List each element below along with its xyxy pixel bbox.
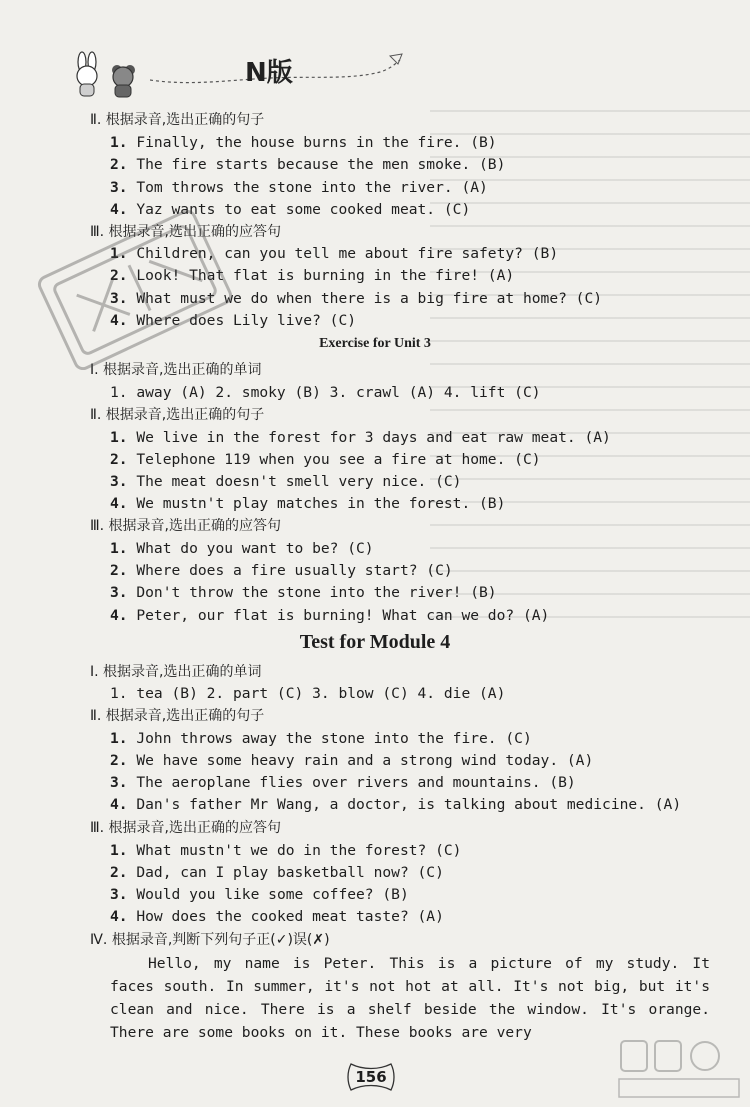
section-heading: Ⅳ. 根据录音,判断下列句子正(✓)误(✗) (90, 932, 330, 948)
section-heading: Ⅲ. 根据录音,选出正确的应答句 (90, 820, 282, 836)
test-title: Test for Module 4 (299, 631, 451, 653)
list-item: 4. Yaz wants to eat some cooked meat. (C) (110, 201, 471, 218)
list-item: 3. What must we do when there is a big fire at home? (C) (110, 290, 603, 307)
exercise-title: Exercise for Unit 3 (319, 336, 431, 351)
list-item: 2. Look! That flat is burning in the fire! (A) (110, 267, 515, 284)
section-heading: Ⅲ. 根据录音,选出正确的应答句 (90, 224, 282, 240)
stamp-watermark (20, 210, 250, 370)
bear-rabbit-mascot-icon (60, 48, 140, 100)
page-number: 156 (355, 1068, 387, 1086)
list-item: 4. Peter, our flat is burning! What can we do? (A) (110, 607, 550, 624)
list-item: 2. The fire starts because the men smoke. (B) (110, 156, 506, 173)
list-item: 3. The aeroplane flies over rivers and mountains. (B) (110, 774, 576, 791)
list-item: 4. How does the cooked meat taste? (A) (110, 908, 444, 925)
list-item: 3. The meat doesn't smell very nice. (C) (110, 473, 462, 490)
list-item: 3. Would you like some coffee? (B) (110, 886, 409, 903)
word-answers: 1. tea (B) 2. part (C) 3. blow (C) 4. die (A) (110, 685, 506, 702)
word-answers: 1. away (A) 2. smoky (B) 3. crawl (A) 4. lift (C) (110, 384, 541, 401)
list-item: 4. We mustn't play matches in the forest. (B) (110, 495, 506, 512)
list-item: 3. Tom throws the stone into the river. (A) (110, 179, 488, 196)
list-item: 1. What do you want to be? (C) (110, 540, 374, 557)
list-item: 1. What mustn't we do in the forest? (C) (110, 842, 462, 859)
section-heading: Ⅲ. 根据录音,选出正确的应答句 (90, 518, 282, 534)
list-item: 2. We have some heavy rain and a strong wind today. (A) (110, 752, 594, 769)
list-item: 4. Dan's father Mr Wang, a doctor, is talking about medicine. (A) (110, 796, 682, 813)
site-watermark (615, 1035, 745, 1105)
list-item: 1. John throws away the stone into the fire. (C) (110, 730, 532, 747)
list-item: 1. We live in the forest for 3 days and eat raw meat. (A) (110, 429, 611, 446)
list-item: 1. Children, can you tell me about fire safety? (B) (110, 245, 559, 262)
list-item: 2. Telephone 119 when you see a fire at home. (C) (110, 451, 541, 468)
list-item: 4. Where does Lily live? (C) (110, 312, 357, 329)
page-header (50, 40, 370, 100)
list-item: 1. Finally, the house burns in the fire. (B) (110, 134, 497, 151)
edition-label: N版 (245, 58, 293, 88)
section-heading: Ⅱ. 根据录音,选出正确的句子 (90, 407, 265, 423)
list-item: 2. Dad, can I play basketball now? (C) (110, 864, 444, 881)
page-number-badge (345, 1060, 397, 1094)
list-item: 2. Where does a fire usually start? (C) (110, 562, 453, 579)
section-heading: Ⅱ. 根据录音,选出正确的句子 (90, 708, 265, 724)
section-heading: Ⅰ. 根据录音,选出正确的单词 (90, 664, 262, 680)
listening-passage: Hello, my name is Peter. This is a picture of my study. It faces south. In summer, it's not hot at all. It's not big, but it's clean and nice. There is a shelf beside the window. It's orange. There are some books on it. These books are very (110, 955, 710, 1041)
list-item: 3. Don't throw the stone into the river! (B) (110, 584, 497, 601)
section-heading: Ⅰ. 根据录音,选出正确的单词 (90, 362, 262, 378)
section-heading: Ⅱ. 根据录音,选出正确的句子 (90, 112, 265, 128)
